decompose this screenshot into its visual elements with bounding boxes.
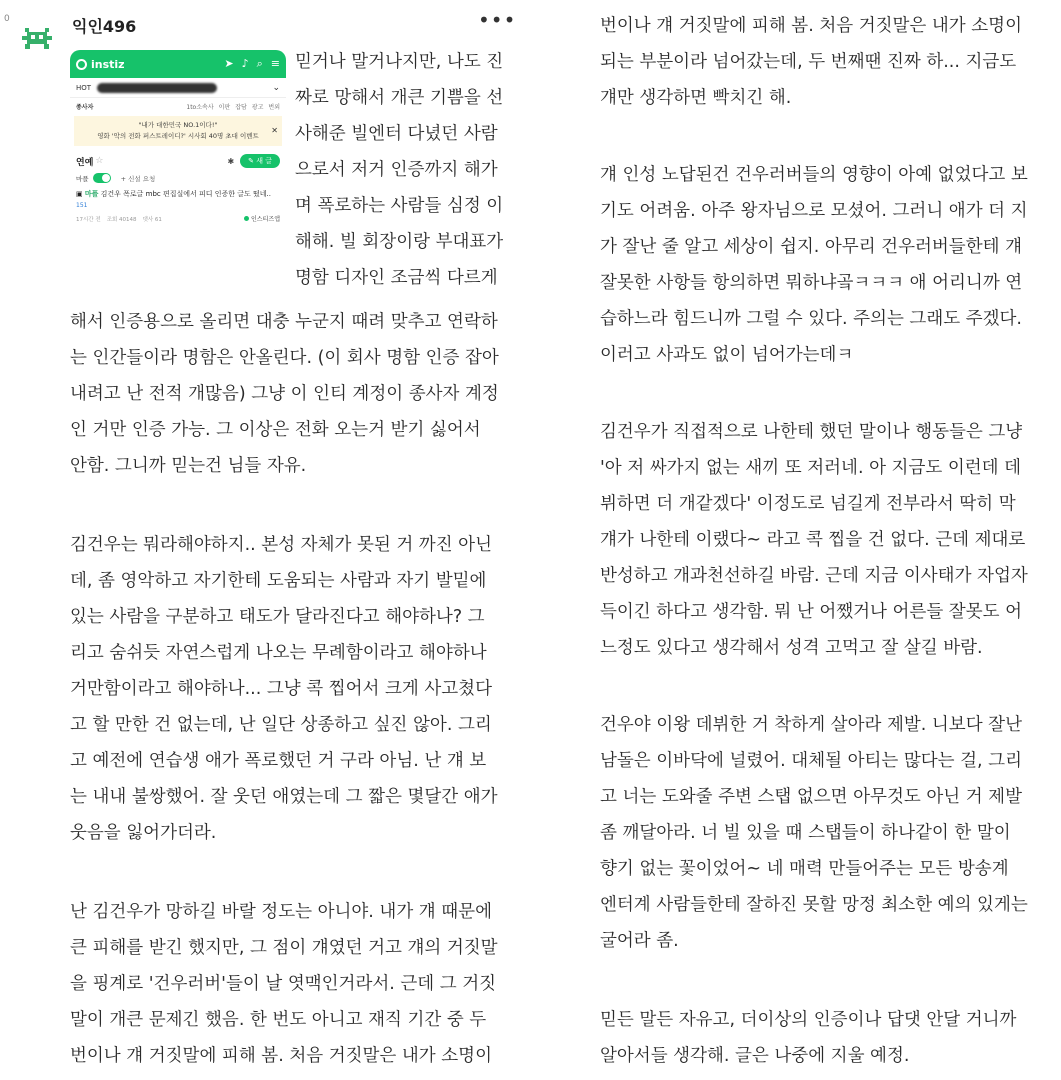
text-line: 인 거만 인증 가능. 그 이상은 전화 오는거 받기 싫어서	[70, 420, 481, 440]
category-item: 번외	[268, 103, 280, 111]
text-line: 리고 숨쉬듯 자연스럽게 나오는 무례함이라고 해야하나	[70, 643, 487, 663]
text-line: 있는 사람을 구분하고 태도가 달라진다고 해야하나? 그	[70, 607, 485, 627]
embedded-header	[70, 50, 286, 78]
text-line: 걔가 나한테 이랬다~ 라고 콕 찝을 건 없다. 근데 제대로	[600, 530, 1026, 550]
text-line: 엔터계 사람들한테 잘하진 못할 망정 최소한 예의 있게는	[600, 895, 1028, 915]
text-line: 이러고 사과도 없이 넘어가는데ㅋ	[600, 345, 854, 365]
category-item: 1to소속사	[186, 103, 214, 111]
chevron-down-icon: ⌄	[272, 82, 280, 93]
write-button: ✎ 새 글	[240, 154, 280, 168]
redacted-bar	[97, 83, 217, 93]
text-line: 난 김건우가 망하길 바랄 정도는 아니야. 내가 걔 때문에	[70, 902, 492, 922]
request-label: + 신설 요청	[120, 174, 156, 183]
hot-label: HOT	[76, 83, 92, 92]
text-line: 명함 디자인 조금씩 다르게	[295, 268, 498, 288]
more-options-button[interactable]: •••	[478, 8, 517, 32]
text-line: 해서 인증용으로 올리면 대충 누군지 때려 맞추고 연락하	[70, 312, 498, 332]
text-line: '아 저 싸가지 없는 새끼 또 저러네. 아 지금도 이런데 데	[600, 458, 1022, 478]
embedded-screenshot	[70, 50, 286, 270]
text-line: 며 폭로하는 사람들 심정 이	[295, 196, 504, 216]
text-line: 뷔하면 더 개같겠다' 이정도로 넘길게 전부라서 딱히 막	[600, 494, 1016, 514]
text-line: 걔만 생각하면 빡치긴 해.	[600, 88, 792, 108]
text-line: 는 내내 불쌍했어. 잘 웃던 애였는데 그 짧은 몇달간 애가	[70, 787, 498, 807]
text-line: 잘못한 사항들 항의하면 뭐하냐곸ㅋㅋㅋ 애 어리니까 연	[600, 273, 1023, 293]
embedded-logo	[76, 58, 125, 71]
author-name[interactable]: 익인496	[72, 17, 137, 36]
text-line: 말이 개큰 문제긴 했음. 한 번도 아니고 재직 기간 중 두	[70, 1010, 487, 1030]
embedded-post-meta	[70, 211, 286, 223]
embedded-post-title	[70, 183, 286, 211]
embedded-banner	[74, 116, 282, 146]
meta-likes: 댓사 61	[142, 216, 162, 223]
text-line: 고 너는 도와줄 주변 스탭 없으면 아무것도 아닌 거 제발	[600, 787, 1022, 807]
text-line: 거만함이라고 해야하나... 그냥 콕 찝어서 크게 사고쳤다	[70, 679, 492, 699]
category-item: 광고	[251, 103, 264, 111]
star-icon: ☆	[95, 156, 104, 166]
bell-icon: ♪	[241, 57, 249, 70]
toggle-label: 마플	[76, 174, 89, 183]
text-line: 믿거나 말거나지만, 나도 진	[295, 52, 504, 72]
text-line: 굴어라 좀.	[600, 931, 679, 951]
text-line: 반성하고 개과천선하길 바람. 근데 지금 이사태가 자업자	[600, 566, 1028, 586]
banner-line: "내가 대한민국 NO.1이다!"	[138, 121, 218, 129]
text-line: 안함. 그니까 믿는건 님들 자유.	[70, 456, 307, 476]
comment-count: 151	[76, 202, 88, 209]
paragraph-intro-rest	[70, 304, 528, 484]
right-column	[530, 0, 1061, 1080]
text-line: 사해준 빌엔터 다녔던 사람	[295, 124, 498, 144]
text-line: 짜로 망해서 개큰 기쁨을 선	[295, 88, 504, 108]
text-line: 고 예전에 연습생 애가 폭로했던 거 구라 아님. 난 걔 보	[70, 751, 487, 771]
text-line: 고 할 만한 건 없는데, 난 일단 상종하고 싶진 않아. 그리	[70, 715, 492, 735]
text-line: 걔 인성 노답된건 건우러버들의 영향이 아예 없었다고 보	[600, 165, 1028, 185]
text-line: 득이긴 하다고 생각함. 뭐 난 어쨌거나 어른들 잘못도 어	[600, 602, 1022, 622]
text-line: 으로서 저거 인증까지 해가	[295, 160, 498, 180]
meta-views: 조회 40148	[106, 216, 137, 223]
avatar-icon[interactable]	[22, 28, 52, 52]
corner-mark: 0	[4, 14, 10, 24]
text-line: 김건우는 뭐라해야하지.. 본성 자체가 못된 거 까진 아닌	[70, 535, 492, 555]
text-line: 번이나 걔 거짓말에 피해 봄. 처음 거짓말은 내가 소명이	[600, 16, 1022, 36]
embedded-category-row	[70, 98, 286, 114]
source-badge	[244, 214, 280, 223]
paragraph-intro-beside-image	[295, 44, 527, 296]
text-line: 습하느라 힘드니까 그럴 수 있다. 주의는 그래도 주겠다.	[600, 309, 1022, 329]
image-icon: ▣	[76, 190, 83, 198]
text-line: 되는 부분이라 넘어갔는데, 두 번째땐 진짜 하... 지금도	[600, 52, 1017, 72]
text-line: 좀 깨달아라. 너 빌 있을 때 스탭들이 하나같이 한 말이	[600, 823, 1011, 843]
text-line: 향기 없는 꽃이었어~ 네 매력 만들어주는 모든 방송계	[600, 859, 1009, 879]
close-icon: ✕	[271, 126, 278, 135]
meta-time: 17시간 전	[76, 216, 101, 223]
post-tag: 마플	[84, 190, 99, 198]
logo-text: instiz	[91, 57, 125, 71]
source-dot-icon	[244, 216, 249, 221]
paragraph-closing	[600, 1002, 1058, 1074]
category-item: 이판	[218, 103, 231, 111]
text-line: 해해. 빌 회장이랑 부대표가	[295, 232, 504, 252]
source-label: 인스티즈앱	[251, 216, 280, 223]
text-line: 남돌은 이바닥에 널렸어. 대체될 아티는 많다는 걸, 그리	[600, 751, 1022, 771]
text-line: 가 잘난 줄 알고 세상이 쉽지. 아무리 건우러버들한테 걔	[600, 237, 1022, 257]
text-line: 데, 좀 영악하고 자기한테 도움되는 사람과 자기 발밑에	[70, 571, 487, 591]
left-column	[0, 0, 530, 1080]
text-line: 김건우가 직접적으로 나한테 했던 말이나 행동들은 그냥	[600, 422, 1023, 442]
text-line: 믿든 말든 자유고, 더이상의 인증이나 답댓 안달 거니까	[600, 1010, 1017, 1030]
text-line: 내려고 난 전적 개많음) 그냥 이 인티 계정이 종사자 계정	[70, 384, 499, 404]
post-title: 김건우 폭로글 mbc 편집실에서 피디 인증한 글도 떴네..	[100, 190, 272, 198]
paragraph-about-kim	[70, 527, 528, 851]
category-item: 잡담	[235, 103, 247, 111]
text-line: 는 인간들이라 명함은 안올린다. (이 회사 명함 인증 잡아	[70, 348, 499, 368]
paragraph-fans-influence	[600, 157, 1058, 373]
text-line: 기도 어려움. 아주 왕자님으로 모셨어. 그러니 애가 더 지	[600, 201, 1028, 221]
paragraph-continued	[600, 8, 1058, 116]
embedded-icons	[224, 57, 280, 71]
write-label: 새 글	[256, 157, 272, 165]
text-line: 웃음을 잃어가더라.	[70, 823, 217, 843]
text-line: 알아서들 생각해. 글은 나중에 지울 예정.	[600, 1046, 910, 1066]
text-line: 느정도 있다고 생각해서 성격 고먹고 잘 살길 바람.	[600, 638, 983, 658]
paragraph-lies	[70, 894, 528, 1074]
banner-line: 영화 '악의 전화 퍼스트레이디?' 시사회 40명 초대 이벤트	[97, 132, 259, 140]
send-icon: ➤	[224, 57, 234, 70]
text-line: 번이나 걔 거짓말에 피해 봄. 처음 거짓말은 내가 소명이	[70, 1046, 492, 1066]
paragraph-direct-behavior	[600, 414, 1058, 666]
gear-icon: ✱	[227, 156, 235, 166]
text-line: 큰 피해를 받긴 했지만, 그 점이 걔였던 거고 걔의 거짓말	[70, 938, 498, 958]
text-line: 건우야 이왕 데뷔한 거 착하게 살아라 제발. 니보다 잘난	[600, 715, 1022, 735]
section-title: 연예	[76, 157, 94, 168]
search-icon: ⌕	[256, 57, 263, 70]
paragraph-advice	[600, 707, 1058, 959]
menu-icon: ≡	[270, 57, 280, 70]
text-line: 을 핑계로 '건우러버'들이 날 엿맥인거라서. 근데 그 거짓	[70, 974, 497, 994]
logo-ring-icon	[76, 59, 87, 70]
embedded-toggle-row	[70, 168, 286, 183]
toggle-switch	[93, 173, 111, 183]
embedded-section-header	[70, 148, 286, 168]
category-item: 종사자	[76, 103, 94, 111]
embedded-hot-bar	[70, 78, 286, 98]
